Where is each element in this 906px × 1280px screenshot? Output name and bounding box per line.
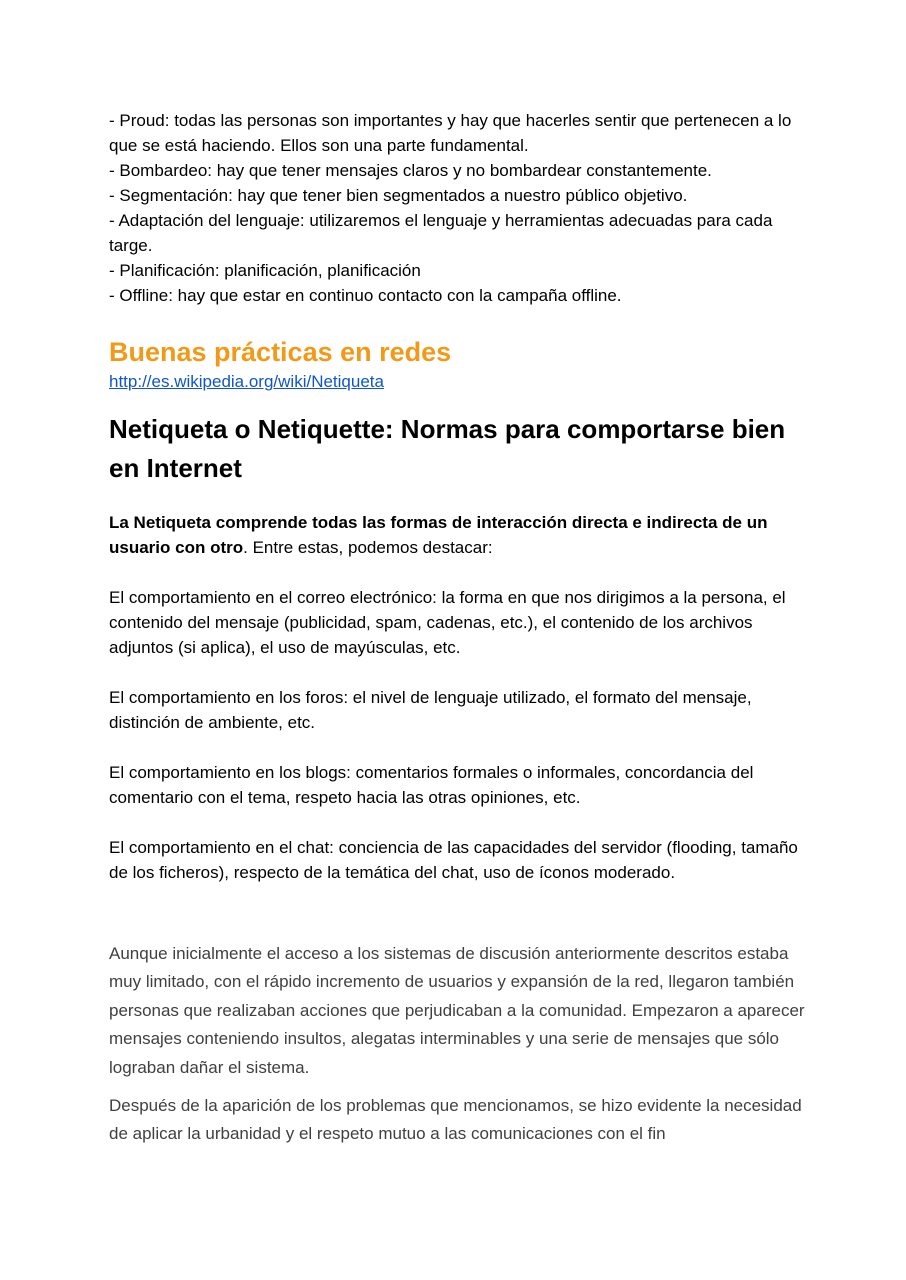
list-item: - Proud: todas las personas son importantes y hay que hacerles sentir que pertenecen a lo que se está haciendo. Ellos son una parte fundamental. [109, 111, 792, 155]
list-item: - Segmentación: hay que tener bien segmentados a nuestro público objetivo. [109, 186, 688, 205]
forums-behavior-paragraph: El comportamiento en los foros: el nivel de lenguaje utilizado, el formato del mensaje, distinción de ambiente, etc. [109, 688, 752, 732]
problems-paragraph: Después de la aparición de los problemas que mencionamos, se hizo evidente la necesidad de aplicar la urbanidad y el respeto mutuo a las comunicaciones con el fin [109, 1096, 802, 1144]
email-behavior-paragraph: El comportamiento en el correo electrónico: la forma en que nos dirigimos a la persona, el contenido del mensaje (publicidad, spam, cadenas, etc.), el contenido de los archivos adjuntos (si aplica), el uso de mayúsculas, etc. [109, 588, 786, 657]
list-item: - Offline: hay que estar en continuo contacto con la campaña offline. [109, 286, 622, 305]
intro-paragraph [109, 510, 809, 560]
main-heading: Netiqueta o Netiquette: Normas para comportarse bien en Internet [109, 414, 786, 483]
list-item: - Adaptación del lenguaje: utilizaremos el lenguaje y herramientas adecuadas para cada targe. [109, 211, 773, 255]
section-heading: Buenas prácticas en redes [109, 337, 452, 367]
intro-bold-text: La Netiqueta comprende todas las formas de interacción directa e indirecta de un usuario con otro [109, 513, 768, 557]
list-item: - Bombardeo: hay que tener mensajes claros y no bombardear constantemente. [109, 161, 712, 180]
wikipedia-link[interactable]: http://es.wikipedia.org/wiki/Netiqueta [109, 372, 384, 391]
intro-rest-text: . Entre estas, podemos destacar: [243, 538, 493, 557]
list-item: - Planificación: planificación, planificación [109, 261, 421, 280]
blogs-behavior-paragraph: El comportamiento en los blogs: comentarios formales o informales, concordancia del comentario con el tema, respeto hacia las otras opiniones, etc. [109, 763, 754, 807]
chat-behavior-paragraph: El comportamiento en el chat: conciencia de las capacidades del servidor (flooding, tamaño de los ficheros), respecto de la temática del chat, uso de íconos moderado. [109, 838, 798, 882]
document-page [109, 108, 809, 1149]
guidelines-list [109, 108, 809, 308]
history-paragraph: Aunque inicialmente el acceso a los sistemas de discusión anteriormente descritos estaba muy limitado, con el rápido incremento de usuarios y expansión de la red, llegaron también personas que realizaban acciones que perjudicaban a la comunidad. Empezaron a aparecer mensajes conteniendo insultos, alegatas interminables y una serie de mensajes que sólo lograban dañar el sistema. [109, 944, 805, 1077]
